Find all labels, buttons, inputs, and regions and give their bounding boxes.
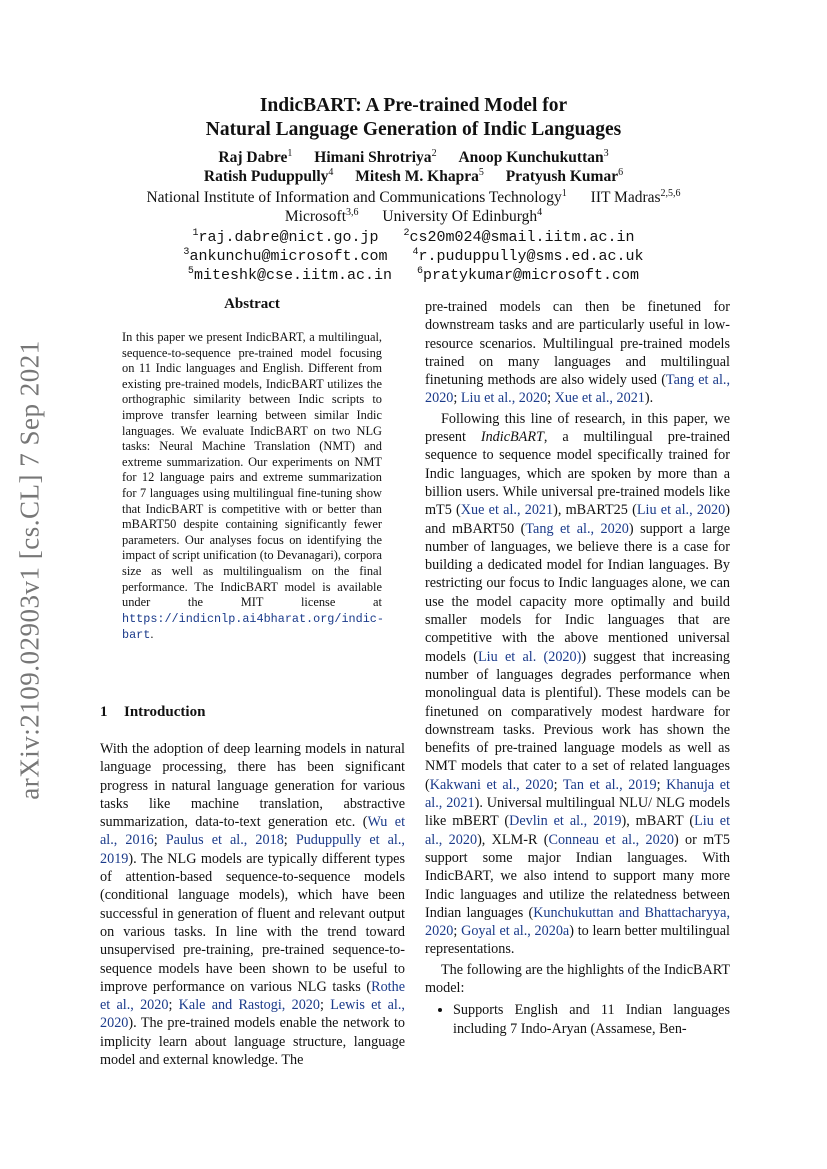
text-run: ) to learn better multilingual representations. xyxy=(425,923,730,958)
text-run: ; xyxy=(656,776,667,793)
intro-paragraph-continued xyxy=(425,298,730,408)
citation-link[interactable]: Tang et al., 2020 xyxy=(525,520,629,537)
author-list-row-2 xyxy=(120,167,707,187)
email-marker: 6 xyxy=(417,266,424,277)
text-run: ; xyxy=(547,390,555,407)
email-marker: 3 xyxy=(183,247,190,258)
affiliation-row-2 xyxy=(60,207,767,227)
citation-link[interactable]: Paulus et al., 2018 xyxy=(165,832,284,849)
text-run: pre-trained models can then be finetuned for downstream tasks and are particularly useful in low-resource scenarios. Multilingual pre-trained models trained on many languages and multilingual finetuning methods are also widely used ( xyxy=(425,299,730,389)
author-affiliation-marker: 1 xyxy=(287,148,293,159)
email-text: r.puduppully@sms.ed.ac.uk xyxy=(418,248,644,265)
author-list-row-1 xyxy=(120,148,707,168)
text-run: ). xyxy=(644,390,654,407)
author xyxy=(218,149,292,166)
model-url-link[interactable]: https://indicnlp.ai4bharat.org/indic-bart xyxy=(122,611,384,643)
abstract-text: In this paper we present IndicBART, a multilingual, sequence-to-sequence pre-trained model focusing on 11 Indic languages and English. Different from existing pre-trained models, IndicBART utilizes the orthographic similarity between Indic scripts to improve transfer learning between similar Indic languages. We evaluate IndicBART on two NLG tasks: Neural Machine Translation (NMT) and extreme summarization. Our experiments on NMT for 12 language pairs and extreme summarization for 7 languages using multilingual fine-tuning show that IndicBART is competitive with or better than mBART50 despite containing significantly fewer parameters. Our analyses focus on identifying the impact of script unification (to Devanagari), corpora size as well as multilingualism on the final performance. The IndicBART model is available under the MIT license at xyxy=(122,330,382,610)
citation-link[interactable]: Puduppully et al., 2019 xyxy=(100,832,405,867)
affiliation xyxy=(382,208,542,225)
email-row-2 xyxy=(60,247,767,267)
arxiv-stamp xyxy=(10,225,50,915)
text-run: ; xyxy=(453,390,461,407)
affiliation-marker: 4 xyxy=(537,207,543,218)
email-text: miteshk@cse.iitm.ac.in xyxy=(193,267,392,284)
citation-link[interactable]: Khanuja et al., 2021 xyxy=(425,776,730,812)
citation-link[interactable]: Kakwani et al., 2020 xyxy=(429,776,554,793)
citation-link[interactable]: Liu et al., 2020 xyxy=(636,502,726,519)
text-run: ) and mBART50 ( xyxy=(425,502,730,537)
text-run: ; xyxy=(283,832,296,849)
citation-link[interactable]: Wu et al., 2016 xyxy=(100,814,406,849)
text-run: With the adoption of deep learning models in natural language processing, there has been significant progress in natural language generation for various tasks like machine translation, abstractive summarization, data-to-text generation etc. ( xyxy=(100,741,405,831)
text-run: Following this line of research, in this paper, we present xyxy=(425,410,730,446)
section-title: Introduction xyxy=(124,704,206,720)
affiliation xyxy=(591,189,681,206)
affiliation-row-1 xyxy=(60,188,767,208)
intro-paragraph-1 xyxy=(100,740,405,1069)
arxiv-identifier: arXiv:2109.02903v1 [cs.CL] 7 Sep 2021 xyxy=(14,340,45,800)
text-run: ; xyxy=(453,923,462,940)
text-run: , a multilingual pre-trained sequence to sequence model specifically trained for Indic languages, which are spoken by more than a billion users. While universal pre-trained models like mT5 ( xyxy=(425,429,730,519)
affiliation-name: National Institute of Information and Communications Technology xyxy=(146,189,562,206)
email-address[interactable] xyxy=(413,248,644,265)
author xyxy=(355,168,484,185)
author xyxy=(204,168,334,185)
citation-link[interactable]: Tan et al., 2019 xyxy=(562,776,657,793)
text-run: ; xyxy=(153,832,166,849)
text-run: ). Universal multilingual NLU/ NLG models like mBERT ( xyxy=(425,795,730,830)
author xyxy=(506,168,623,185)
citation-link[interactable]: Goyal et al., 2020a xyxy=(461,923,570,940)
citation-link[interactable]: Xue et al., 2021 xyxy=(460,502,554,519)
affiliation-marker: 2,5,6 xyxy=(660,188,681,199)
email-marker: 1 xyxy=(192,228,199,239)
author-name: Ratish Puduppully xyxy=(203,168,329,185)
highlights-list xyxy=(425,1001,730,1038)
text-run: ) support a large number of languages, we believe there is a case for building a dedicated model for Indian languages. By restricting our focus to Indic languages alone, we can use the model capacity more optimally and build smaller models for Indic languages that are competitive with the above mentioned universal models ( xyxy=(425,520,731,665)
author-affiliation-marker: 6 xyxy=(618,167,624,178)
citation-link[interactable]: Devlin et al., 2019 xyxy=(509,813,622,830)
author-name: Anoop Kunchukuttan xyxy=(458,149,604,166)
paper-title-line-2: Natural Language Generation of Indic Languages xyxy=(205,119,622,140)
affiliation-marker: 3,6 xyxy=(346,207,359,218)
email-address[interactable] xyxy=(188,267,392,284)
email-address[interactable] xyxy=(192,229,378,246)
text-run: ). The NLG models are typically different types of attention-based sequence-to-sequence models (conditional language models), which have been successful in generation of fluent and relevant output on various tasks. In line with the trend toward unsupervised pre-training, pre-trained sequence-to-sequence models have been shown to be useful to improve performance on various NLG tasks ( xyxy=(100,850,405,995)
text-run: ; xyxy=(168,997,179,1014)
citation-link[interactable]: Rothe et al., 2020 xyxy=(100,978,405,1014)
text-run: ), mBART25 ( xyxy=(553,502,637,519)
citation-link[interactable]: Liu et al., 2020 xyxy=(460,390,548,407)
author-name: Pratyush Kumar xyxy=(505,168,619,185)
intro-paragraph-3: The following are the highlights of the IndicBART model: xyxy=(425,961,730,996)
section-heading-introduction xyxy=(100,704,405,721)
citation-link[interactable]: Kunchukuttan and Bhattacharyya, 2020 xyxy=(425,904,731,940)
citation-link[interactable]: Kale and Rastogi, 2020 xyxy=(178,997,320,1014)
email-row-1 xyxy=(60,228,767,248)
author-name: Raj Dabre xyxy=(218,149,288,166)
author-affiliation-marker: 3 xyxy=(603,148,609,159)
text-run: ; xyxy=(320,997,331,1014)
email-address[interactable] xyxy=(404,229,635,246)
text-run: ), XLM-R ( xyxy=(477,831,549,848)
email-address[interactable] xyxy=(417,267,639,284)
paper-title-line-1: IndicBART: A Pre-trained Model for xyxy=(259,95,568,116)
affiliation-name: University Of Edinburgh xyxy=(382,208,538,225)
email-text: raj.dabre@nict.go.jp xyxy=(198,229,379,246)
author-affiliation-marker: 5 xyxy=(478,167,484,178)
model-name-emphasis: IndicBART xyxy=(480,429,544,446)
abstract-body xyxy=(122,330,382,644)
left-column-body xyxy=(100,740,405,1069)
citation-link[interactable]: Conneau et al., 2020 xyxy=(548,831,674,848)
citation-link[interactable]: Lewis et al., 2020 xyxy=(100,997,405,1032)
email-text: ankunchu@microsoft.com xyxy=(189,248,388,265)
citation-link[interactable]: Liu et al. (2020) xyxy=(477,648,582,665)
text-run: ) suggest that increasing number of languages degrades performance when monolingual data is plentiful). These models can be finetuned on comparatively modest hardware for downstream tasks. Previous work has shown the benefits of pre-trained language models as well as NMT models that cater to a set of related languages ( xyxy=(425,648,730,793)
intro-paragraph-2 xyxy=(425,410,730,959)
text-run: ), mBART ( xyxy=(621,813,695,830)
text-run: ) or mT5 support some major Indian languages. With IndicBART, we also intend to support many more Indic languages and utilize the relatedness between Indian languages ( xyxy=(425,831,730,921)
highlight-item: • Supports English and 11 Indian languages including 7 Indo-Aryan (Assamese, Ben- xyxy=(453,1001,730,1038)
section-number: 1 xyxy=(100,704,108,720)
text-run: ). The pre-trained models enable the network to implicity learn about language structure, language model and external knowledge. The xyxy=(100,1015,405,1069)
email-row-3 xyxy=(60,266,767,286)
citation-link[interactable]: Liu et al., 2020 xyxy=(425,813,731,848)
abstract-heading: Abstract xyxy=(224,296,280,312)
affiliation xyxy=(146,189,566,206)
abstract-end: . xyxy=(150,627,154,642)
citation-link[interactable]: Xue et al., 2021 xyxy=(554,390,645,407)
email-marker: 5 xyxy=(187,266,194,277)
email-address[interactable] xyxy=(183,248,387,265)
text-run: ; xyxy=(553,776,563,793)
right-column-body xyxy=(425,298,730,1038)
email-text: cs20m024@smail.iitm.ac.in xyxy=(409,229,635,246)
author-affiliation-marker: 2 xyxy=(431,148,437,159)
author xyxy=(314,149,436,166)
author-affiliation-marker: 4 xyxy=(328,167,334,178)
affiliation-name: Microsoft xyxy=(284,208,347,225)
author xyxy=(458,149,608,166)
affiliation-name: IIT Madras xyxy=(590,189,661,206)
affiliation xyxy=(285,208,359,225)
affiliation-marker: 1 xyxy=(561,188,567,199)
email-marker: 4 xyxy=(412,247,419,258)
author-name: Himani Shrotriya xyxy=(314,149,432,166)
email-marker: 2 xyxy=(403,228,410,239)
citation-link[interactable]: Tang et al., 2020 xyxy=(425,372,730,407)
email-text: pratykumar@microsoft.com xyxy=(423,267,640,284)
author-name: Mitesh M. Khapra xyxy=(355,168,479,185)
